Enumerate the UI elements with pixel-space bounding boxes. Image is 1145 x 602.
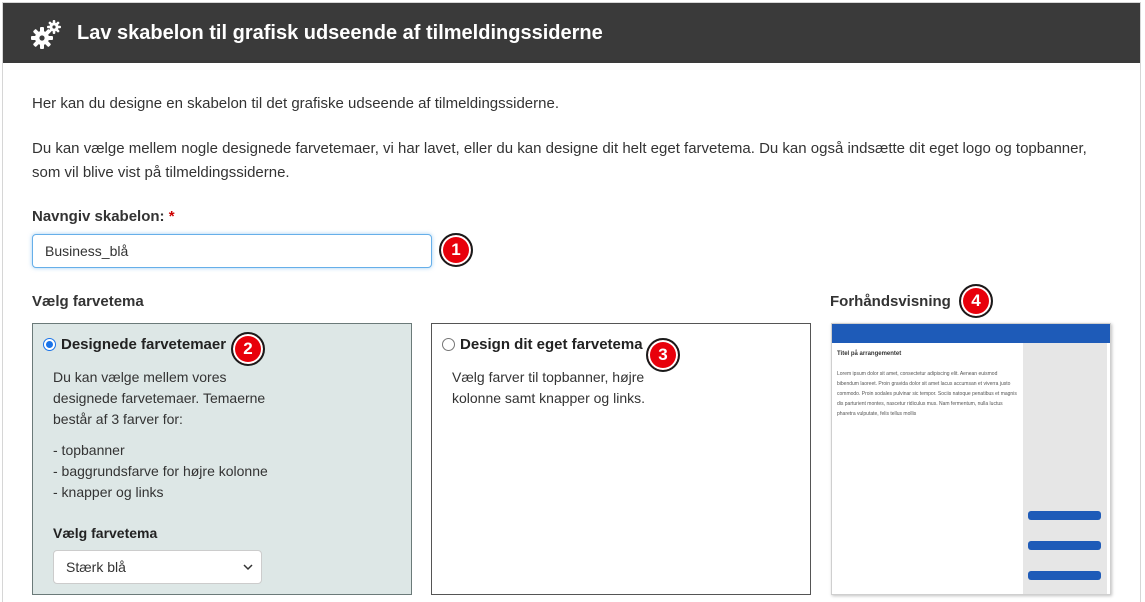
- page-title: Lav skabelon til grafisk udseende af tilmeldingssiderne: [77, 22, 603, 44]
- required-mark: *: [168, 208, 175, 225]
- custom-theme-title[interactable]: Design dit eget farvetema: [460, 336, 643, 353]
- chevron-down-icon: [243, 563, 253, 571]
- designed-themes-radio[interactable]: [43, 338, 56, 351]
- template-preview: [831, 323, 1111, 595]
- preview-label: Forhåndsvisning: [830, 293, 951, 310]
- intro-description: Du kan vælge mellem nogle designede farvetemaer, vi har lavet, eller du kan designe dit helt eget farvetema. Du kan også indsætte dit eget logo og topbanner, som vil blive vist på tilmeldingssiderne.: [32, 140, 1087, 181]
- template-name-input[interactable]: [32, 234, 432, 268]
- preview-topbanner: [832, 324, 1111, 343]
- page-frame: [2, 2, 1141, 602]
- step-badge-3: 3: [646, 338, 680, 372]
- preview-button: [1028, 511, 1101, 520]
- intro-text: Her kan du designe en skabelon til det grafiske udseende af tilmeldingssiderne.: [32, 95, 559, 112]
- gears-icon: [30, 18, 64, 50]
- template-name-label-text: Navngiv skabelon:: [32, 208, 165, 225]
- bullet-topbanner: - topbanner: [53, 442, 125, 458]
- step-badge-2: 2: [231, 332, 265, 366]
- theme-section-label: Vælg farvetema: [32, 293, 144, 310]
- designed-themes-panel[interactable]: [32, 323, 412, 595]
- preview-body-text: Lorem ipsum dolor sit amet, consectetur adipiscing elit. Aenean euismod bibendum laoreet. Proin gravida dolor sit amet lacus accumsan et viverra justo commodo. Proin sodales pulvinar sic tempor. Sociis natoque penatibus et magnis dis parturient montes, nascetur ridiculus mus. Nam fermentum, nulla luctus pharetra vulputate, felis tellus mollis: [837, 371, 1017, 417]
- custom-theme-panel[interactable]: [431, 323, 811, 595]
- color-theme-select-label: Vælg farvetema: [53, 525, 158, 541]
- designed-themes-title[interactable]: Designede farvetemaer: [61, 336, 227, 353]
- preview-button: [1028, 571, 1101, 580]
- designed-themes-description: Du kan vælge mellem vores designede farvetemaer. Temaerne består af 3 farver for:: [53, 369, 266, 427]
- color-theme-select[interactable]: [53, 550, 262, 584]
- preview-event-title: Titel på arrangementet: [837, 351, 902, 357]
- step-badge-1: 1: [439, 233, 473, 267]
- custom-theme-radio[interactable]: [442, 338, 455, 351]
- template-name-label: [32, 208, 175, 225]
- preview-button: [1028, 541, 1101, 550]
- custom-theme-description: Vælg farver til topbanner, højre kolonne samt knapper og links.: [452, 369, 645, 406]
- bullet-right-column: - baggrundsfarve for højre kolonne: [53, 463, 268, 479]
- preview-right-column: [1023, 343, 1107, 595]
- bullet-buttons-links: - knapper og links: [53, 484, 164, 500]
- step-badge-4: 4: [959, 284, 993, 318]
- color-theme-select-value: Stærk blå: [66, 559, 126, 575]
- page-header: [3, 3, 1140, 63]
